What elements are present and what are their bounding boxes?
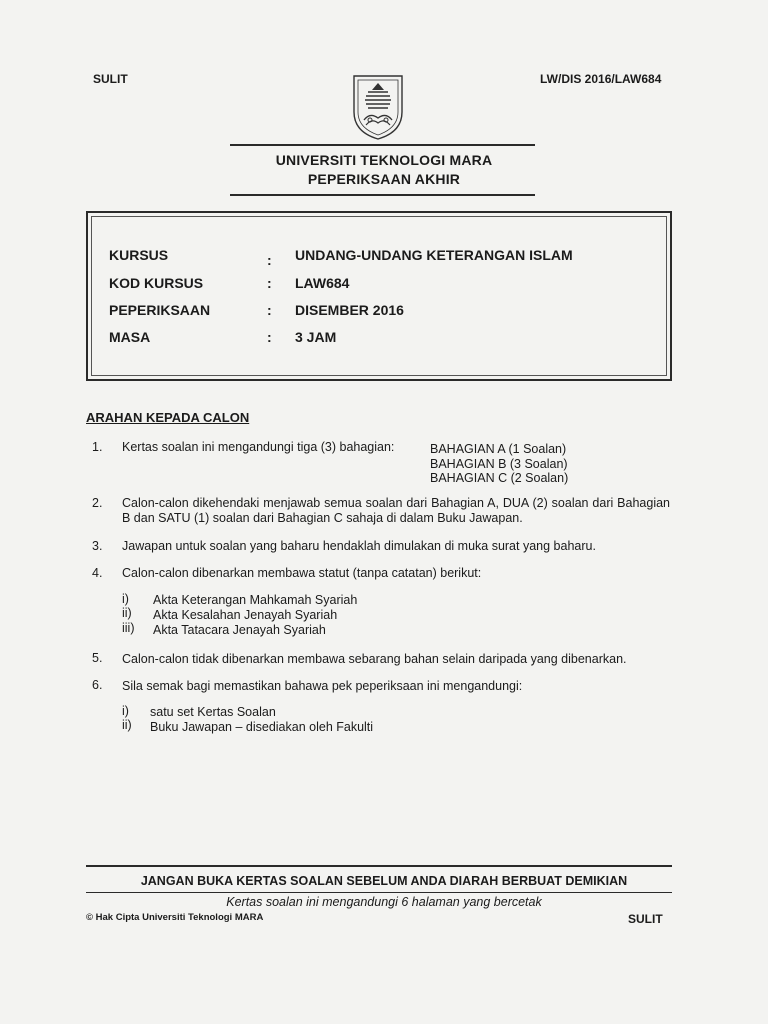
course-info-box-inner-border — [91, 216, 667, 376]
info-label: KURSUS — [109, 247, 169, 263]
sub-item-text: Buku Jawapan – disediakan oleh Fakulti — [150, 720, 374, 734]
footer-bottom-rule — [86, 892, 672, 893]
item-text: Jawapan untuk soalan yang baharu hendaklah dimulakan di muka surat yang baharu. — [122, 539, 596, 553]
sub-item-text: Akta Keterangan Mahkamah Syariah — [153, 593, 358, 607]
sub-item-number: i) — [122, 704, 129, 718]
footer-sulit: SULIT — [628, 912, 663, 926]
footer-top-rule — [86, 865, 672, 867]
info-colon: : — [267, 302, 272, 318]
section-c-count: BAHAGIAN C (2 Soalan) — [430, 471, 569, 485]
info-value: LAW684 — [295, 275, 350, 291]
instructions-title: ARAHAN KEPADA CALON — [86, 410, 250, 425]
info-colon: : — [267, 275, 272, 291]
item-number: 1. — [92, 440, 103, 454]
header-sulit: SULIT — [93, 72, 128, 86]
university-name: UNIVERSITI TEKNOLOGI MARA — [275, 152, 493, 168]
course-info-box — [86, 211, 672, 381]
header-course-ref: LW/DIS 2016/LAW684 — [540, 72, 662, 86]
section-a-count: BAHAGIAN A (1 Soalan) — [430, 442, 567, 456]
info-label: PEPERIKSAAN — [109, 302, 211, 318]
info-label: KOD KURSUS — [109, 275, 204, 291]
sub-item-text: satu set Kertas Soalan — [150, 705, 276, 719]
info-colon: : — [267, 329, 272, 345]
info-value: DISEMBER 2016 — [295, 302, 404, 318]
item-number: 4. — [92, 566, 103, 580]
info-value: UNDANG-UNDANG KETERANGAN ISLAM — [295, 247, 573, 263]
copyright-notice: © Hak Cipta Universiti Teknologi MARA — [86, 912, 264, 923]
sub-item-number: ii) — [122, 606, 132, 620]
do-not-open-warning: JANGAN BUKA KERTAS SOALAN SEBELUM ANDA DIARAH BERBUAT DEMIKIAN — [140, 874, 628, 888]
sub-item-text: Akta Tatacara Jenayah Syariah — [153, 623, 326, 637]
sub-item-number: ii) — [122, 718, 132, 732]
item-text: Sila semak bagi memastikan bahawa pek peperiksaan ini mengandungi: — [122, 679, 523, 693]
pages-note: Kertas soalan ini mengandungi 6 halaman yang bercetak — [226, 895, 542, 909]
uitm-crest-icon — [350, 72, 406, 142]
info-value: 3 JAM — [295, 329, 337, 345]
info-label: MASA — [109, 329, 151, 345]
item-number: 5. — [92, 651, 103, 665]
exam-type: PEPERIKSAAN AKHIR — [307, 171, 461, 187]
item-text: Calon-calon dibenarkan membawa statut (tanpa catatan) berikut: — [122, 566, 482, 580]
item-text: Calon-calon tidak dibenarkan membawa sebarang bahan selain daripada yang dibenarkan. — [122, 652, 627, 666]
item-number: 6. — [92, 678, 103, 692]
title-top-rule — [230, 144, 535, 146]
sub-item-text: Akta Kesalahan Jenayah Syariah — [153, 608, 338, 622]
sub-item-number: i) — [122, 592, 129, 606]
item-number: 2. — [92, 496, 103, 510]
section-b-count: BAHAGIAN B (3 Soalan) — [430, 457, 568, 471]
item-text: Calon-calon dikehendaki menjawab semua soalan dari Bahagian A, DUA (2) soalan dari Bahagian B dan SATU (1) soalan dari Bahagian C sahaja di dalam Buku Jawapan. — [122, 496, 670, 525]
title-bottom-rule — [230, 194, 535, 196]
item-text: Kertas soalan ini mengandungi tiga (3) bahagian: — [122, 440, 395, 454]
item-number: 3. — [92, 539, 103, 553]
info-colon: : — [267, 252, 272, 268]
sub-item-number: iii) — [122, 621, 135, 635]
